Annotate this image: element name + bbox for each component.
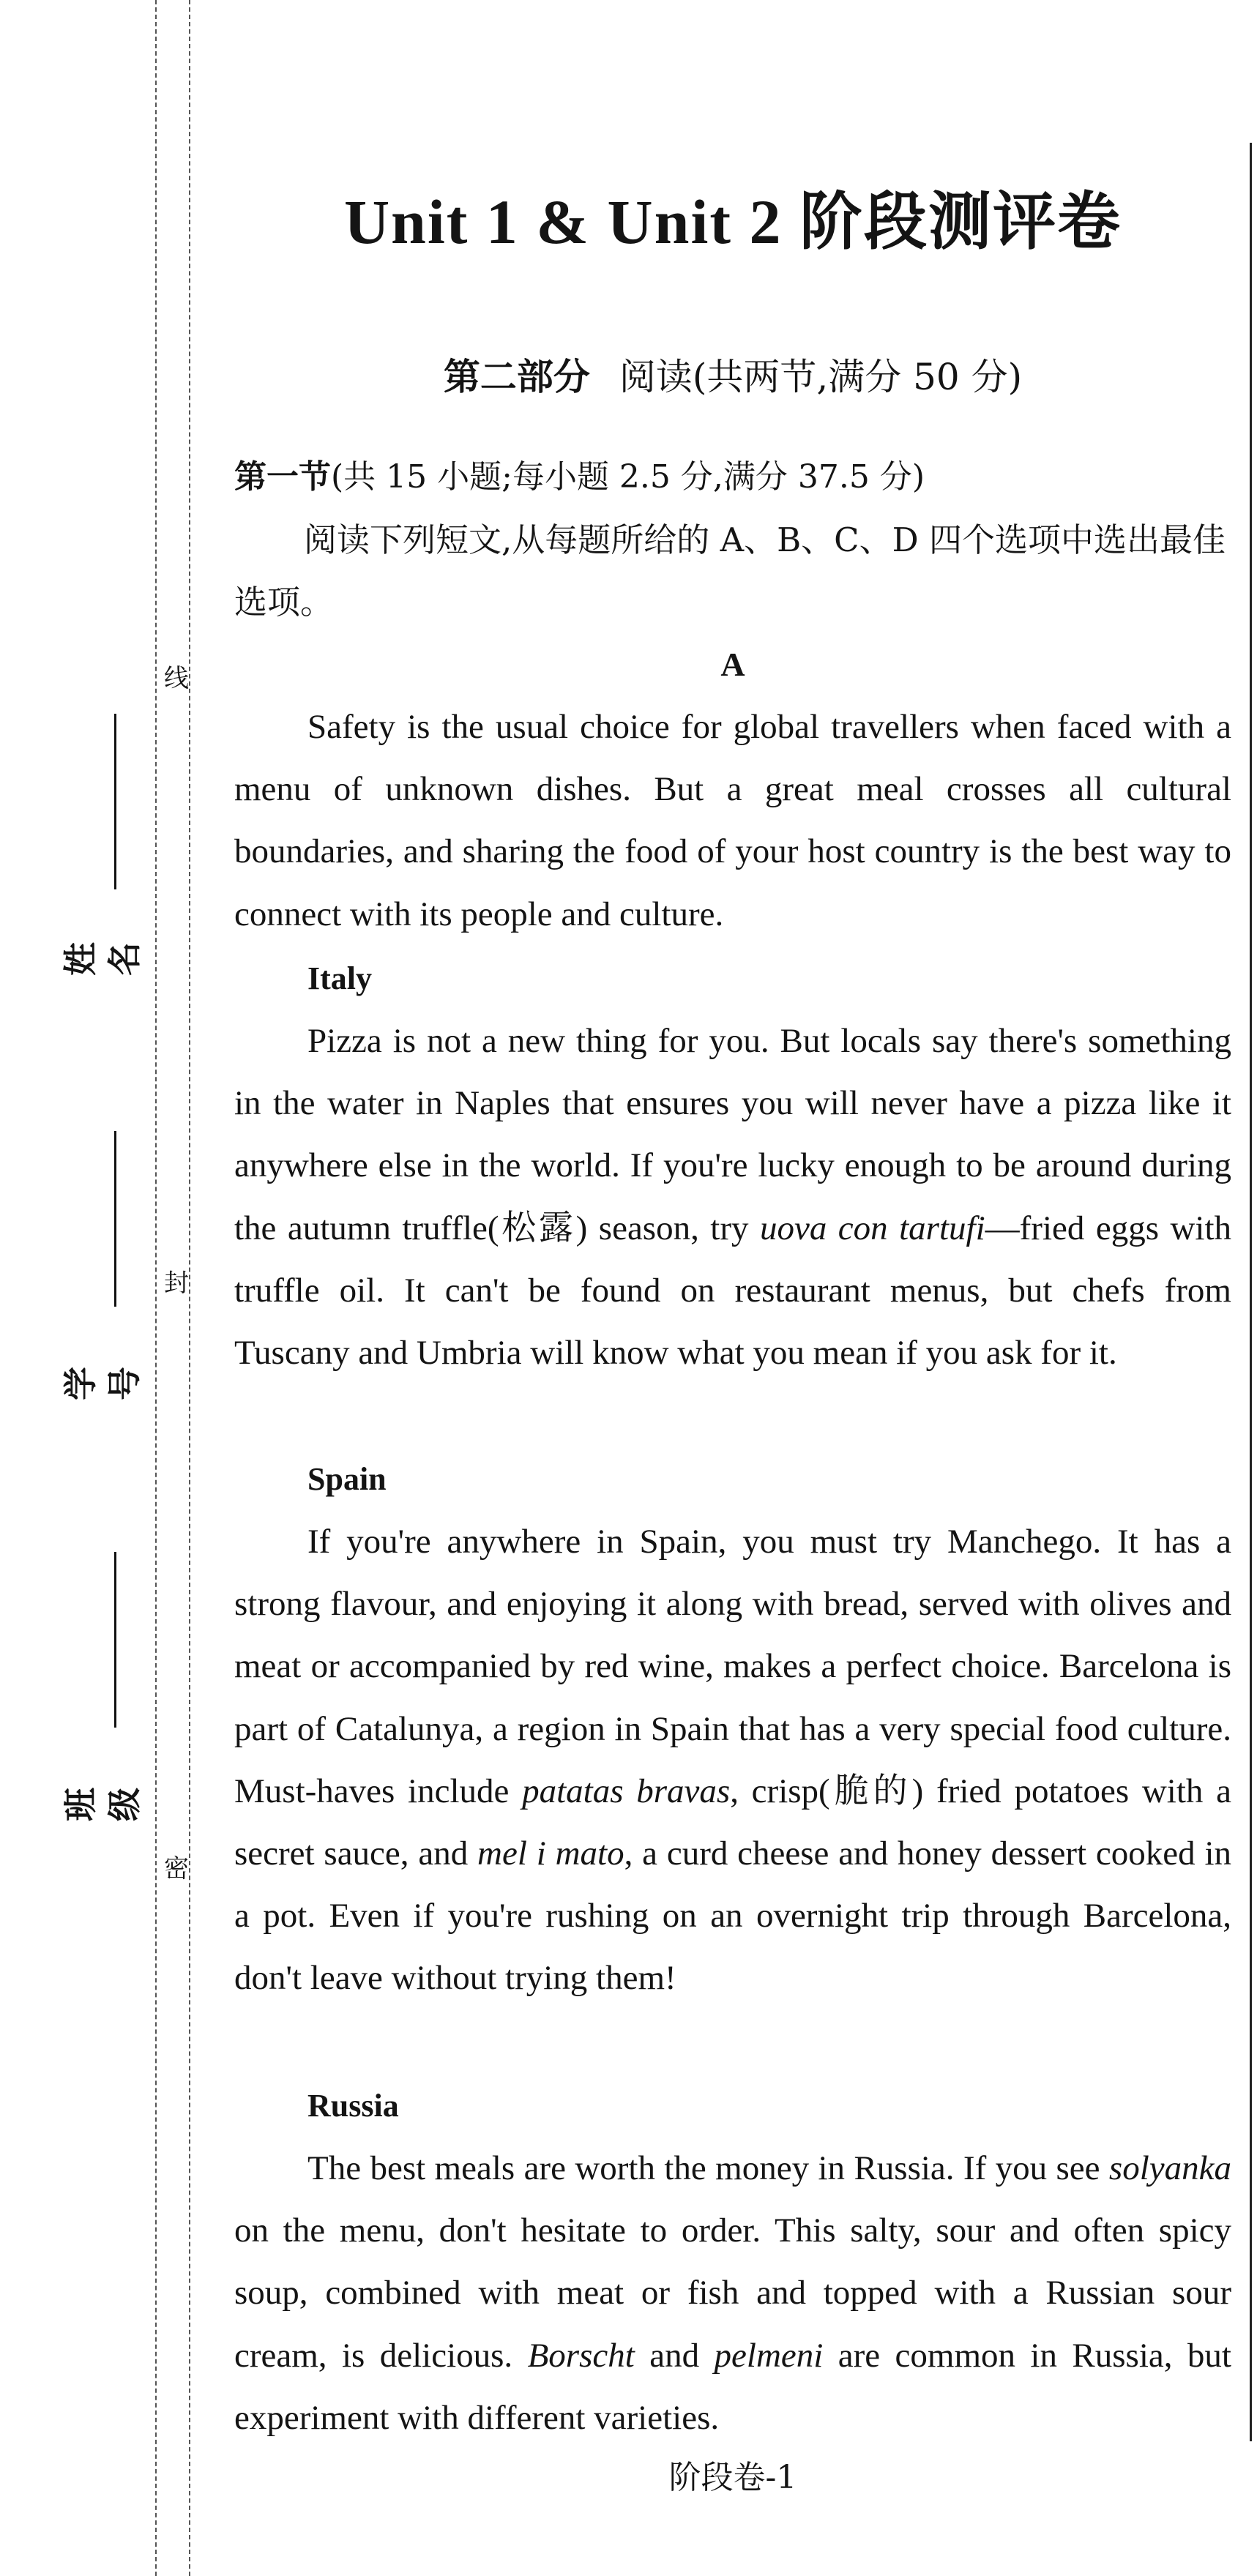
seal-char: 线 bbox=[164, 664, 189, 693]
fold-dashed-line bbox=[189, 0, 190, 2576]
section-instruction: 阅读下列短文,从每题所给的 A、B、C、D 四个选项中选出最佳选项。 bbox=[234, 520, 1226, 621]
section-detail: (共 15 小题;每小题 2.5 分,满分 37.5 分) bbox=[331, 458, 925, 496]
seal-char: 封 bbox=[164, 1269, 189, 1298]
name-label: 姓名 bbox=[61, 942, 144, 976]
dish-name: patatas bravas bbox=[522, 1772, 731, 1810]
subheading-italy: Italy bbox=[307, 960, 372, 996]
dish-name: pelmeni bbox=[714, 2336, 824, 2375]
binding-margin bbox=[0, 0, 194, 2576]
part-name: 第二部分 bbox=[443, 355, 590, 398]
paragraph-spain: If you're anywhere in Spain, you must try Manchego. It has a strong flavour, and enjoying it along with bread, served with olives and meat or accompanied by red wine, makes a perfect choice. Barcelona is part of Catalunya, a region in Spain that has a very special food culture. Must-haves include patatas bravas, crisp(脆的) fried potatoes with a secret sauce, and mel i mato, a curd cheese and honey dessert cooked in a pot. Even if you're rushing on an overnight trip through Barcelona, don't leave without trying them! bbox=[234, 1523, 1232, 1998]
paragraph-italy: Pizza is not a new thing for you. But locals say there's something in the water in Naples that ensures you will never have a pizza like it anywhere else in the world. If you're lucky enough to be around during the autumn truffle(松露) season, try uova con tartufi—fried eggs with truffle oil. It can't be found on restaurant menus, but chefs from Tuscany and Umbria will know what you mean if you ask for it. bbox=[234, 1022, 1232, 1373]
student-id-write-line[interactable] bbox=[114, 1131, 116, 1307]
part-detail: 阅读(共两节,满分 50 分) bbox=[619, 356, 1023, 398]
dish-name: Borscht bbox=[527, 2336, 635, 2375]
passage-intro: Safety is the usual choice for global travellers when faced with a menu of unknown dishes. But a great meal crosses all cultural boundaries, and sharing the food of your host country is the best way to connect with its people and culture. bbox=[234, 708, 1231, 933]
class-write-line[interactable] bbox=[114, 1552, 116, 1728]
subheading-spain: Spain bbox=[307, 1461, 387, 1497]
dish-name: uova con tartufi bbox=[759, 1209, 985, 1247]
paragraph-russia: The best meals are worth the money in Russia. If you see solyanka on the menu, don't hesitate to order. This salty, sour and often spicy soup, combined with meat or fish and topped with a Russian sour cream, is delicious. Borscht and pelmeni are common in Russia, but experiment with different varieties. bbox=[234, 2149, 1231, 2437]
section-name: 第一节 bbox=[234, 458, 331, 496]
seal-char: 密 bbox=[164, 1854, 189, 1884]
fold-dashed-line bbox=[155, 0, 157, 2576]
class-label: 班级 bbox=[61, 1788, 144, 1821]
student-id-label: 学号 bbox=[61, 1367, 144, 1400]
section-heading bbox=[234, 448, 1231, 507]
right-border-line bbox=[1250, 143, 1252, 2441]
subheading-russia: Russia bbox=[307, 2088, 399, 2124]
dish-name: mel i mato bbox=[477, 1834, 624, 1873]
part-heading bbox=[234, 351, 1231, 403]
dish-name: solyanka bbox=[1108, 2149, 1231, 2187]
passage-letter: A bbox=[720, 646, 745, 683]
name-write-line[interactable] bbox=[114, 714, 116, 889]
page-title: Unit 1 & Unit 2 阶段测评卷 bbox=[343, 187, 1122, 257]
page-footer: 阶段卷-1 bbox=[668, 2459, 797, 2496]
